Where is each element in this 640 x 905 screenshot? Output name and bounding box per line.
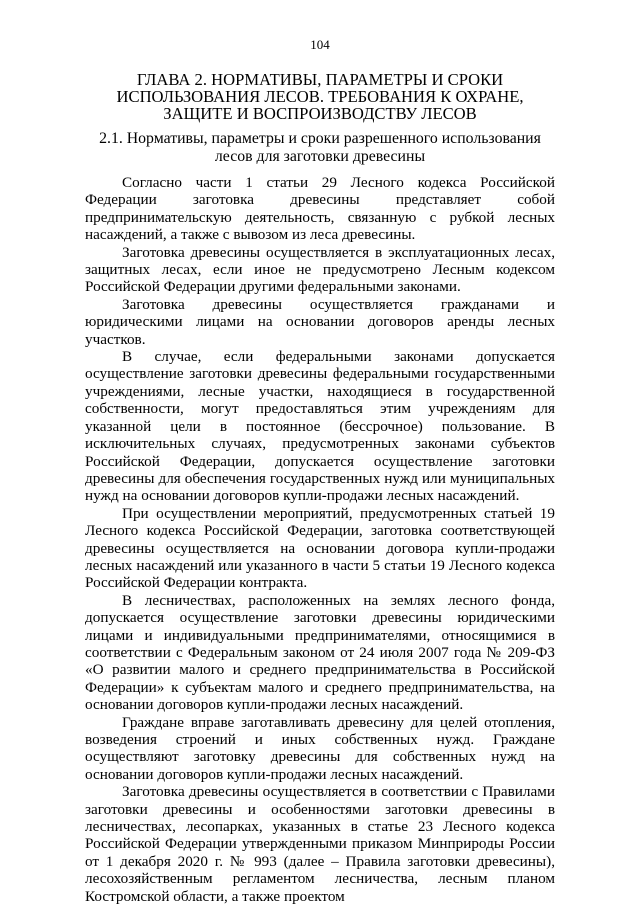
paragraph: В лесничествах, расположенных на землях лесного фонда, допускается осуществление заготовки древесины юридическими лицами и индивидуальными предпринимателями, относящимися в соответствии с Федеральным законом от 24 июля 2007 года № 209-ФЗ «О развитии малого и среднего предпринимательства в Российской Федерации» к субъектам малого и среднего предпринимательства, на основании договоров купли-продажи лесных насаждений.: [85, 591, 555, 714]
paragraph: Согласно части 1 статьи 29 Лесного кодекса Российской Федерации заготовка древесины представляет собой предпринимательскую деятельность, связанную с рубкой лесных насаждений, а также с вывозом из леса древесины.: [85, 174, 555, 244]
section-title: 2.1. Нормативы, параметры и сроки разрешенного использования лесов для заготовки древесины: [99, 130, 541, 165]
paragraph: Заготовка древесины осуществляется в соответствии с Правилами заготовки древесины и особенностями заготовки древесины в лесничествах, лесопарках, указанных в статье 23 Лесного кодекса Российской Федерации утвержденными приказом Минприроды России от 1 декабря 2020 г. № 993 (далее – Правила заготовки древесины), лесохозяйственным регламентом лесничества, лесным планом Костромской области, а также проектом: [85, 783, 555, 905]
paragraph: Заготовка древесины осуществляется гражданами и юридическими лицами на основании договоров аренды лесных участков.: [85, 295, 555, 348]
paragraph: Заготовка древесины осуществляется в эксплуатационных лесах, защитных лесах, если иное не предусмотрено Лесным кодексом Российской Федерации другими федеральными законами.: [85, 243, 555, 296]
paragraph: При осуществлении мероприятий, предусмотренных статьей 19 Лесного кодекса Российской Федерации, заготовка соответствующей древесины осуществляется на основании договора купли-продажи лесных насаждений или указанного в части 5 статьи 19 Лесного кодекса Российской Федерации контракта.: [85, 504, 555, 592]
chapter-title: ГЛАВА 2. НОРМАТИВЫ, ПАРАМЕТРЫ И СРОКИ ИСПОЛЬЗОВАНИЯ ЛЕСОВ. ТРЕБОВАНИЯ К ОХРАНЕ, ЗАЩИТЕ И ВОСПРОИЗВОДСТВУ ЛЕСОВ: [116, 70, 524, 123]
page-number: 104: [310, 37, 330, 52]
body-text: [85, 174, 555, 905]
paragraph: В случае, если федеральными законами допускается осуществление заготовки древесины федеральными государственными учреждениями, лесные участки, находящиеся в государственной собственности, могут предоставляться этим учреждениям для указанной цели в постоянное (бессрочное) пользование. В исключительных случаях, предусмотренных законами субъектов Российской Федерации, допускается осуществление заготовки древесины для обеспечения государственных нужд или муниципальных нужд на основании договоров купли-продажи лесных насаждений.: [85, 348, 555, 505]
paragraph: Граждане вправе заготавливать древесину для целей отопления, возведения строений и иных собственных нужд. Граждане осуществляют заготовку древесины для собственных нужд на основании договоров купли-продажи лесных насаждений.: [85, 713, 555, 783]
